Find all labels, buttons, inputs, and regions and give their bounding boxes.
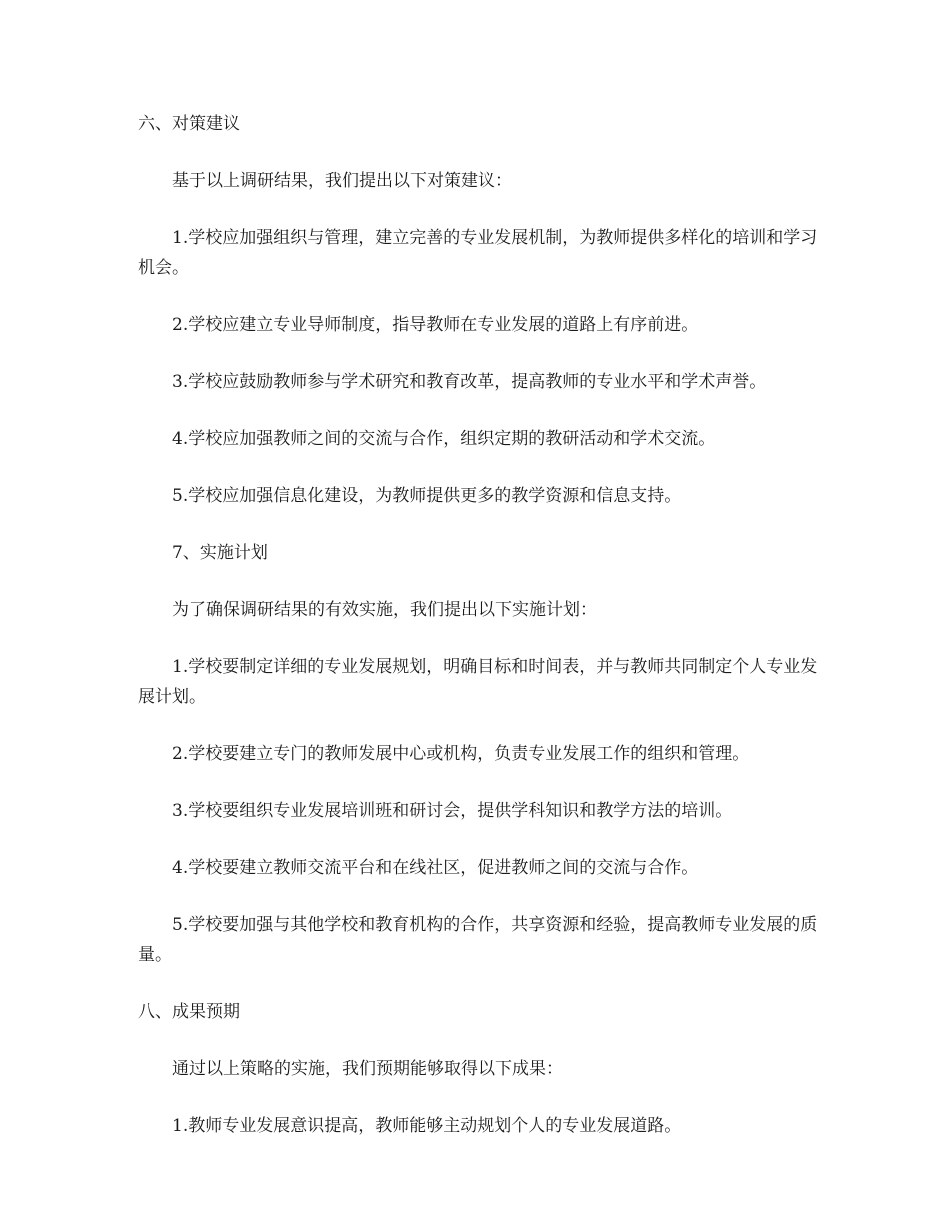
subsection-heading: 7、实施计划 bbox=[172, 543, 268, 563]
section-heading: 六、对策建议 bbox=[138, 114, 240, 134]
paragraph: 通过以上策略的实施，我们预期能够取得以下成果： bbox=[172, 1059, 563, 1079]
paragraph: 基于以上调研结果，我们提出以下对策建议： bbox=[172, 171, 512, 191]
list-item: 2.学校要建立专门的教师发展中心或机构，负责专业发展工作的组织和管理。 bbox=[172, 744, 750, 764]
section-heading: 八、成果预期 bbox=[138, 1002, 240, 1022]
paragraph: 为了确保调研结果的有效实施，我们提出以下实施计划： bbox=[172, 600, 597, 620]
list-item: 5.学校要加强与其他学校和教育机构的合作，共享资源和经验，提高教师专业发展的质量。 bbox=[138, 915, 818, 965]
list-item: 1.学校要制定详细的专业发展规划，明确目标和时间表，并与教师共同制定个人专业发展计划。 bbox=[138, 657, 818, 707]
list-item: 2.学校应建立专业导师制度，指导教师在专业发展的道路上有序前进。 bbox=[172, 315, 699, 335]
list-item: 5.学校应加强信息化建设，为教师提供更多的教学资源和信息支持。 bbox=[172, 486, 682, 506]
list-item: 1.学校应加强组织与管理，建立完善的专业发展机制，为教师提供多样化的培训和学习机会。 bbox=[138, 228, 818, 278]
list-item: 4.学校应加强教师之间的交流与合作，组织定期的教研活动和学术交流。 bbox=[172, 429, 716, 449]
list-item: 3.学校要组织专业发展培训班和研讨会，提供学科知识和教学方法的培训。 bbox=[172, 801, 733, 821]
list-item: 3.学校应鼓励教师参与学术研究和教育改革，提高教师的专业水平和学术声誉。 bbox=[172, 372, 767, 392]
list-item: 4.学校要建立教师交流平台和在线社区，促进教师之间的交流与合作。 bbox=[172, 858, 699, 878]
list-item: 1.教师专业发展意识提高，教师能够主动规划个人的专业发展道路。 bbox=[172, 1116, 682, 1136]
document-body bbox=[138, 109, 818, 1168]
